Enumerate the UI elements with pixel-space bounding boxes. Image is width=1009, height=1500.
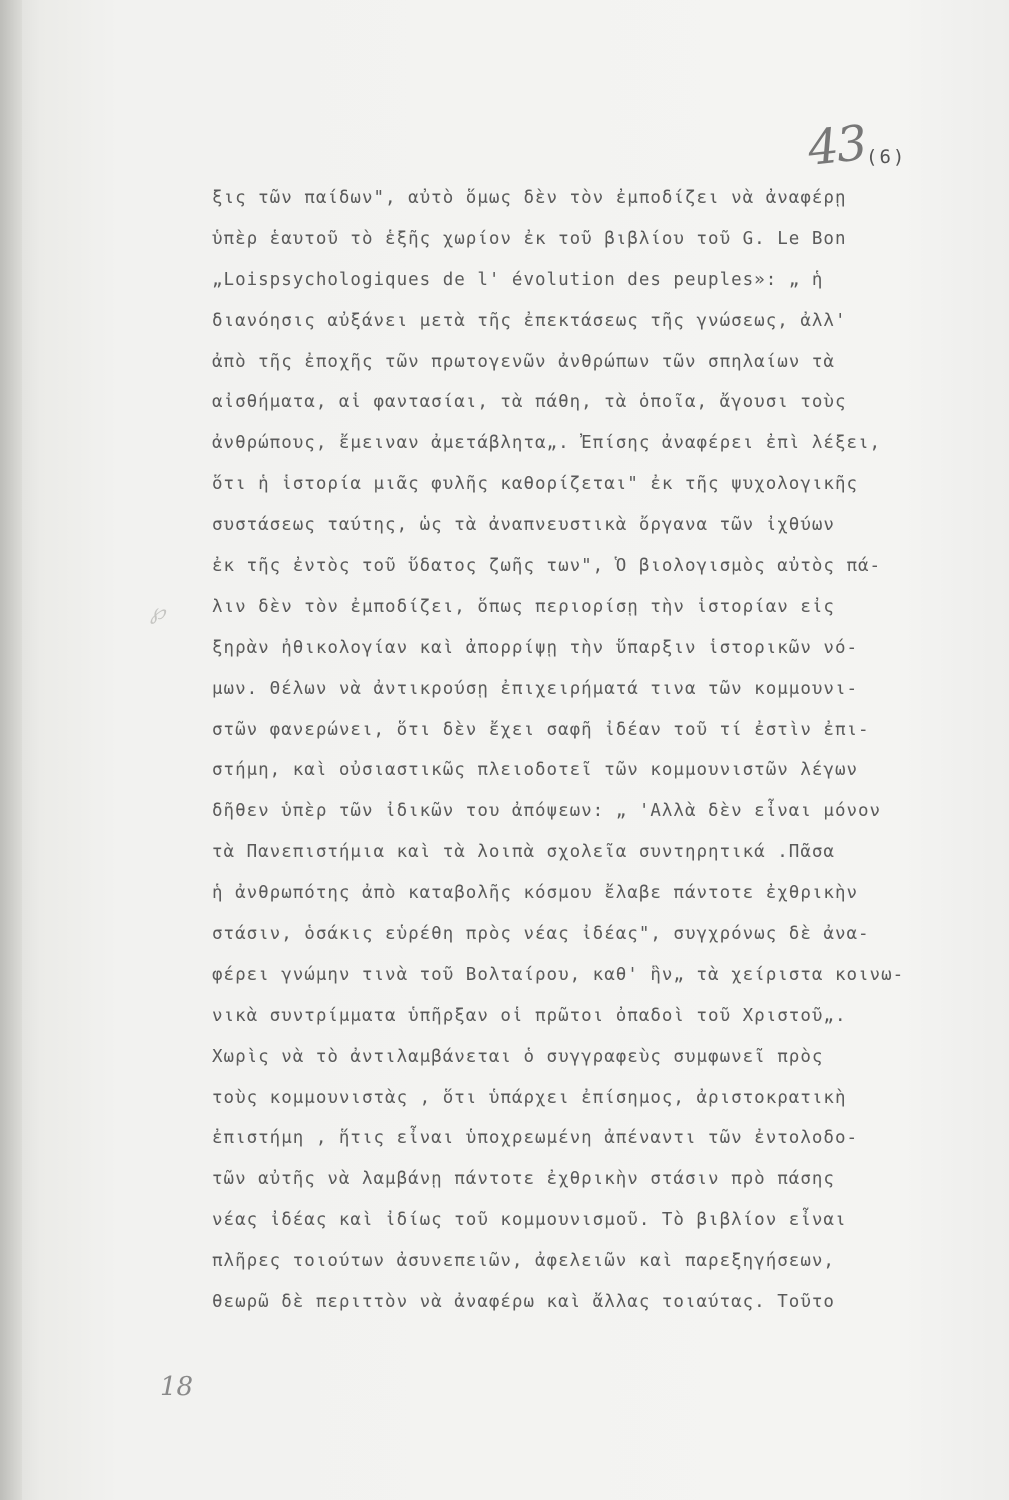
text-line: ὅτι ἡ ἱστορία μιᾶς φυλῆς καθορίζεται" ἐκ τῆς ψυχολογικῆς: [212, 474, 859, 495]
text-line: θεωρῶ δὲ περιττὸν νὰ ἀναφέρω καὶ ἄλλας τοιαύτας. Τοῦτο: [212, 1292, 835, 1313]
text-line: διανόησις αὐξάνει μετὰ τῆς ἐπεκτάσεως τῆς γνώσεως, ἀλλ': [212, 310, 847, 331]
text-line: νικὰ συντρίμματα ὑπῆρξαν οἱ πρῶτοι ὀπαδοὶ τοῦ Χριστοῦ„.: [212, 1005, 847, 1026]
text-line: τὰ Πανεπιστήμια καὶ τὰ λοιπὰ σχολεῖα συντηρητικά .Πᾶσα: [212, 842, 835, 863]
text-line: λιν δὲν τὸν ἐμποδίζει, ὅπως περιορίσῃ τὴν ἱστορίαν εἰς: [212, 596, 835, 617]
text-line: στάσιν, ὁσάκις εὑρέθη πρὸς νέας ἰδέας", συγχρόνως δὲ ἀνα-: [212, 924, 870, 945]
text-line: ἐπιστήμη , ἥτις εἶναι ὑποχρεωμένη ἀπέναντι τῶν ἐντολοδο-: [212, 1128, 859, 1149]
text-line: ὑπὲρ ἑαυτοῦ τὸ ἑξῆς χωρίον ἐκ τοῦ βιβλίου τοῦ G. Le Bon: [212, 228, 847, 249]
text-line: ἡ ἀνθρωπότης ἀπὸ καταβολῆς κόσμου ἔλαβε πάντοτε ἐχθρικὴν: [212, 883, 859, 904]
page-edge-shadow: [0, 0, 22, 1500]
text-line: τοὺς κομμουνιστὰς , ὅτι ὑπάρχει ἐπίσημος, ἀριστοκρατικὴ: [212, 1087, 847, 1108]
text-line: ξις τῶν παίδων", αὐτὸ ὅμως δὲν τὸν ἐμποδίζει νὰ ἀναφέρῃ: [212, 188, 847, 208]
text-line: τῶν αὐτῆς νὰ λαμβάνῃ πάντοτε ἐχθρικὴν στάσιν πρὸ πάσης: [212, 1169, 835, 1190]
text-line: „Loispsychologiques de l' évolution des peuples»: „ ἡ: [212, 269, 824, 290]
text-line: ἀνθρώπους, ἔμειναν ἀμετάβλητα„. Ἐπίσης ἀναφέρει ἐπὶ λέξει,: [212, 433, 882, 454]
text-line: ἐκ τῆς ἐντὸς τοῦ ὕδατος ζωῆς των", Ὁ βιολογισμὸς αὐτὸς πά-: [212, 556, 882, 577]
text-line: Χωρὶς νὰ τὸ ἀντιλαμβάνεται ὁ συγγραφεὺς συμφωνεῖ πρὸς: [212, 1046, 824, 1067]
page-number: (6): [866, 146, 907, 168]
text-line: πλῆρες τοιούτων ἀσυνεπειῶν, ἀφελειῶν καὶ παρεξηγήσεων,: [212, 1251, 835, 1272]
text-line: στήμη, καὶ οὐσιαστικῶς πλειοδοτεῖ τῶν κομμουνιστῶν λέγων: [212, 760, 859, 781]
text-line: νέας ἰδέας καὶ ἰδίως τοῦ κομμουνισμοῦ. Τὸ βιβλίον εἶναι: [212, 1210, 847, 1231]
handwritten-margin-number: 18: [160, 1372, 194, 1402]
text-line: συστάσεως ταύτης, ὡς τὰ ἀναπνευστικὰ ὄργανα τῶν ἰχθύων: [212, 515, 835, 536]
text-line: ἀπὸ τῆς ἐποχῆς τῶν πρωτογενῶν ἀνθρώπων τῶν σπηλαίων τὰ: [212, 351, 835, 372]
text-line: φέρει γνώμην τινὰ τοῦ Βολταίρου, καθ' ἣν„ τὰ χείριστα κοινω-: [212, 964, 905, 985]
typewritten-body-text: [212, 178, 982, 1323]
handwritten-folio-number: 43: [805, 115, 868, 177]
faint-margin-mark: ℘: [150, 600, 166, 625]
text-line: ξηρὰν ἠθικολογίαν καὶ ἀπορρίψῃ τὴν ὕπαρξιν ἱστορικῶν νό-: [212, 637, 859, 658]
text-line: στῶν φανερώνει, ὅτι δὲν ἔχει σαφῆ ἰδέαν τοῦ τί ἐστὶν ἐπι-: [212, 719, 870, 740]
text-line: αἰσθήματα, αἱ φαντασίαι, τὰ πάθη, τὰ ὁποῖα, ἄγουσι τοὺς: [212, 392, 847, 413]
text-line: δῆθεν ὑπὲρ τῶν ἰδικῶν του ἀπόψεων: „ 'Αλλὰ δὲν εἶναι μόνον: [212, 801, 882, 822]
text-line: μων. Θέλων νὰ ἀντικρούσῃ ἐπιχειρήματά τινα τῶν κομμουνι-: [212, 678, 859, 699]
